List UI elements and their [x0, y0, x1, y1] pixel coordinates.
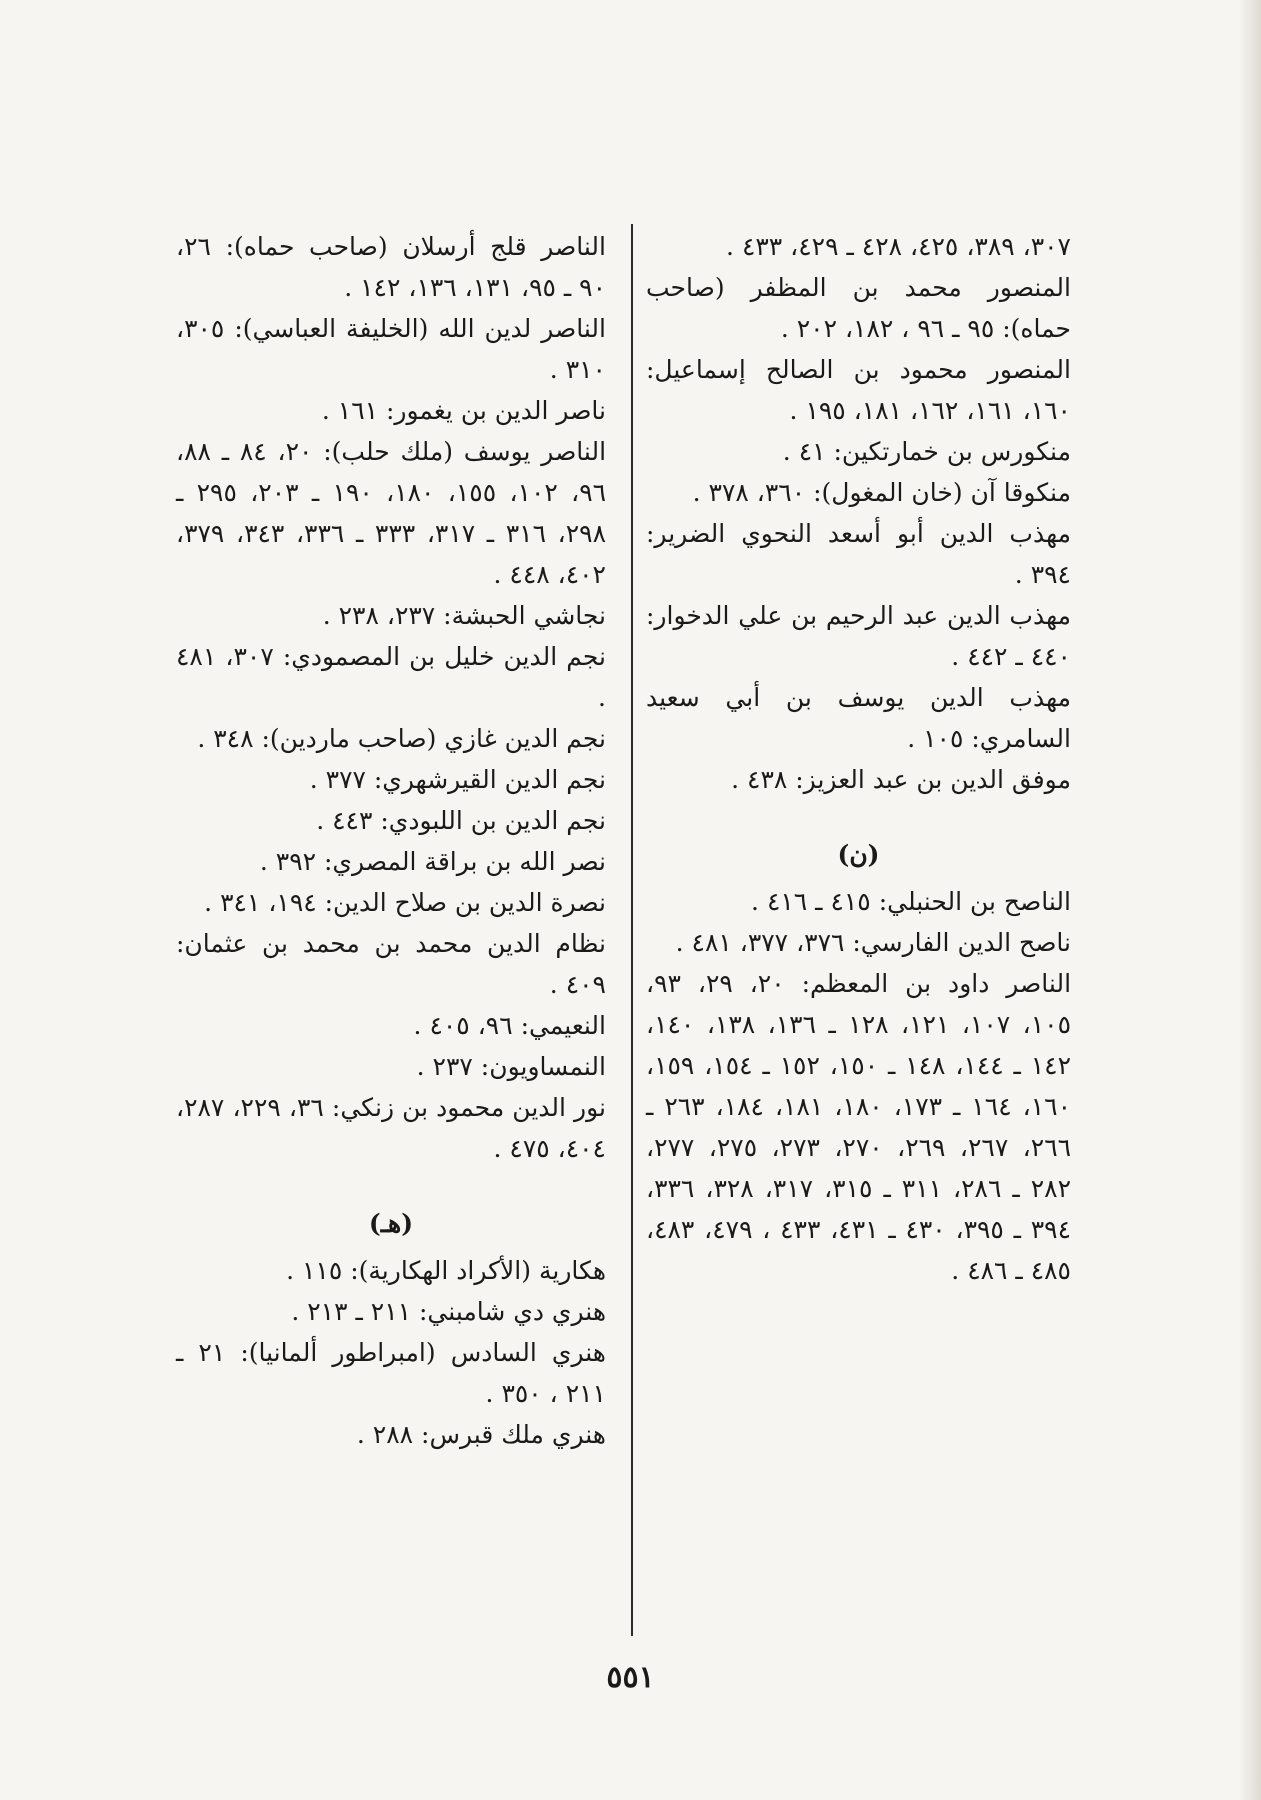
page-number: ٥٥١: [606, 1660, 655, 1695]
index-entry: الناصر قلج أرسلان (صاحب حماه): ٢٦، ٩٠ ـ ٩٥، ١٣١، ١٣٦، ١٤٢ .: [176, 232, 606, 302]
index-entry: ناصح الدين الفارسي: ٣٧٦، ٣٧٧، ٤٨١ .: [675, 928, 1071, 957]
index-entry: مهذب الدين عبد الرحيم بن علي الدخوار: ٤٤٠ ـ ٤٤٢ .: [646, 601, 1071, 671]
index-entry: نصرة الدين بن صلاح الدين: ١٩٤، ٣٤١ .: [204, 888, 606, 917]
index-entry: المنصور محمد بن المظفر (صاحب حماه): ٩٥ ـ ٩٦ ، ١٨٢، ٢٠٢ .: [646, 273, 1071, 343]
index-entry: نظام الدين محمد بن محمد بن عثمان: ٤٠٩ .: [176, 929, 606, 999]
section-heading-nun: (ن): [837, 840, 880, 869]
index-entry: نور الدين محمود بن زنكي: ٣٦، ٢٢٩، ٢٨٧، ٤٠٤، ٤٧٥ .: [176, 1093, 606, 1163]
column-divider: [631, 224, 633, 1636]
index-entry: هنري السادس (امبراطور ألمانيا): ٢١ ـ ٢١١ ، ٣٥٠ .: [176, 1338, 606, 1408]
index-entry: ٣٠٧، ٣٨٩، ٤٢٥، ٤٢٨ ـ ٤٢٩، ٤٣٣ .: [726, 232, 1071, 261]
index-entry: هنري ملك قبرس: ٢٨٨ .: [356, 1420, 606, 1449]
index-entry: نجم الدين غازي (صاحب ماردين): ٣٤٨ .: [197, 724, 606, 753]
index-entry: نجم الدين بن اللبودي: ٤٤٣ .: [316, 806, 606, 835]
section-heading-ha: (هـ): [368, 1209, 414, 1238]
index-entry: النعيمي: ٩٦، ٤٠٥ .: [413, 1011, 606, 1040]
index-entry: موفق الدين بن عبد العزيز: ٤٣٨ .: [731, 765, 1071, 794]
index-entry: نجم الدين القيرشهري: ٣٧٧ .: [309, 765, 606, 794]
index-entry: منكوقا آن (خان المغول): ٣٦٠، ٣٧٨ .: [692, 478, 1071, 507]
index-column-right: [646, 226, 1071, 1291]
index-entry: منكورس بن خمارتكين: ٤١ .: [782, 437, 1071, 466]
index-entry: هكارية (الأكراد الهكارية): ١١٥ .: [286, 1256, 606, 1285]
index-entry: المنصور محمود بن الصالح إسماعيل: ١٦٠، ١٦١، ١٦٢، ١٨١، ١٩٥ .: [646, 355, 1071, 425]
index-column-left: [176, 226, 606, 1455]
index-entry: الناصر داود بن المعظم: ٢٠، ٢٩، ٩٣، ١٠٥، ١٠٧، ١٢١، ١٢٨ ـ ١٣٦، ١٣٨، ١٤٠، ١٤٢ ـ ١٤٤، ١٤٨ ـ ١٥٠، ١٥٢ ـ ١٥٤، ١٥٩، ١٦٠، ١٦٤ ـ ١٧٣، ١٨٠، ١٨١، ١٨٤، ٢٦٣ ـ ٢٦٦، ٢٦٧، ٢٦٩، ٢٧٠، ٢٧٣، ٢٧٥، ٢٧٧، ٢٨٢ ـ ٢٨٦، ٣١١ ـ ٣١٥، ٣١٧، ٣٢٨، ٣٣٦، ٣٩٤ ـ ٣٩٥، ٤٣٠ ـ ٤٣١، ٤٣٣ ، ٤٧٩، ٤٨٣، ٤٨٥ ـ ٤٨٦ .: [646, 969, 1072, 1285]
index-entry: النمساويون: ٢٣٧ .: [416, 1052, 606, 1081]
index-entry: الناصر لدين الله (الخليفة العباسي): ٣٠٥، ٣١٠ .: [176, 314, 606, 384]
index-entry: نصر الله بن براقة المصري: ٣٩٢ .: [259, 847, 606, 876]
index-entry: الناصح بن الحنبلي: ٤١٥ ـ ٤١٦ .: [751, 887, 1071, 916]
index-entry: مهذب الدين أبو أسعد النحوي الضرير: ٣٩٤ .: [646, 519, 1071, 589]
index-entry: مهذب الدين يوسف بن أبي سعيد السامري: ١٠٥ .: [646, 683, 1071, 753]
index-entry: نجاشي الحبشة: ٢٣٧، ٢٣٨ .: [322, 601, 606, 630]
index-entry: نجم الدين خليل بن المصمودي: ٣٠٧، ٤٨١ .: [176, 642, 607, 712]
index-entry: ناصر الدين بن يغمور: ١٦١ .: [321, 396, 606, 425]
index-entry: هنري دي شامبني: ٢١١ ـ ٢١٣ .: [291, 1297, 606, 1326]
page-edge-shadow: [1239, 0, 1261, 1800]
index-entry: الناصر يوسف (ملك حلب): ٢٠، ٨٤ ـ ٨٨، ٩٦، ١٠٢، ١٥٥، ١٨٠، ١٩٠ ـ ٢٠٣، ٢٩٥ ـ ٢٩٨، ٣١٦ ـ ٣١٧، ٣٣٣ ـ ٣٣٦، ٣٤٣، ٣٧٩، ٤٠٢، ٤٤٨ .: [176, 437, 607, 589]
